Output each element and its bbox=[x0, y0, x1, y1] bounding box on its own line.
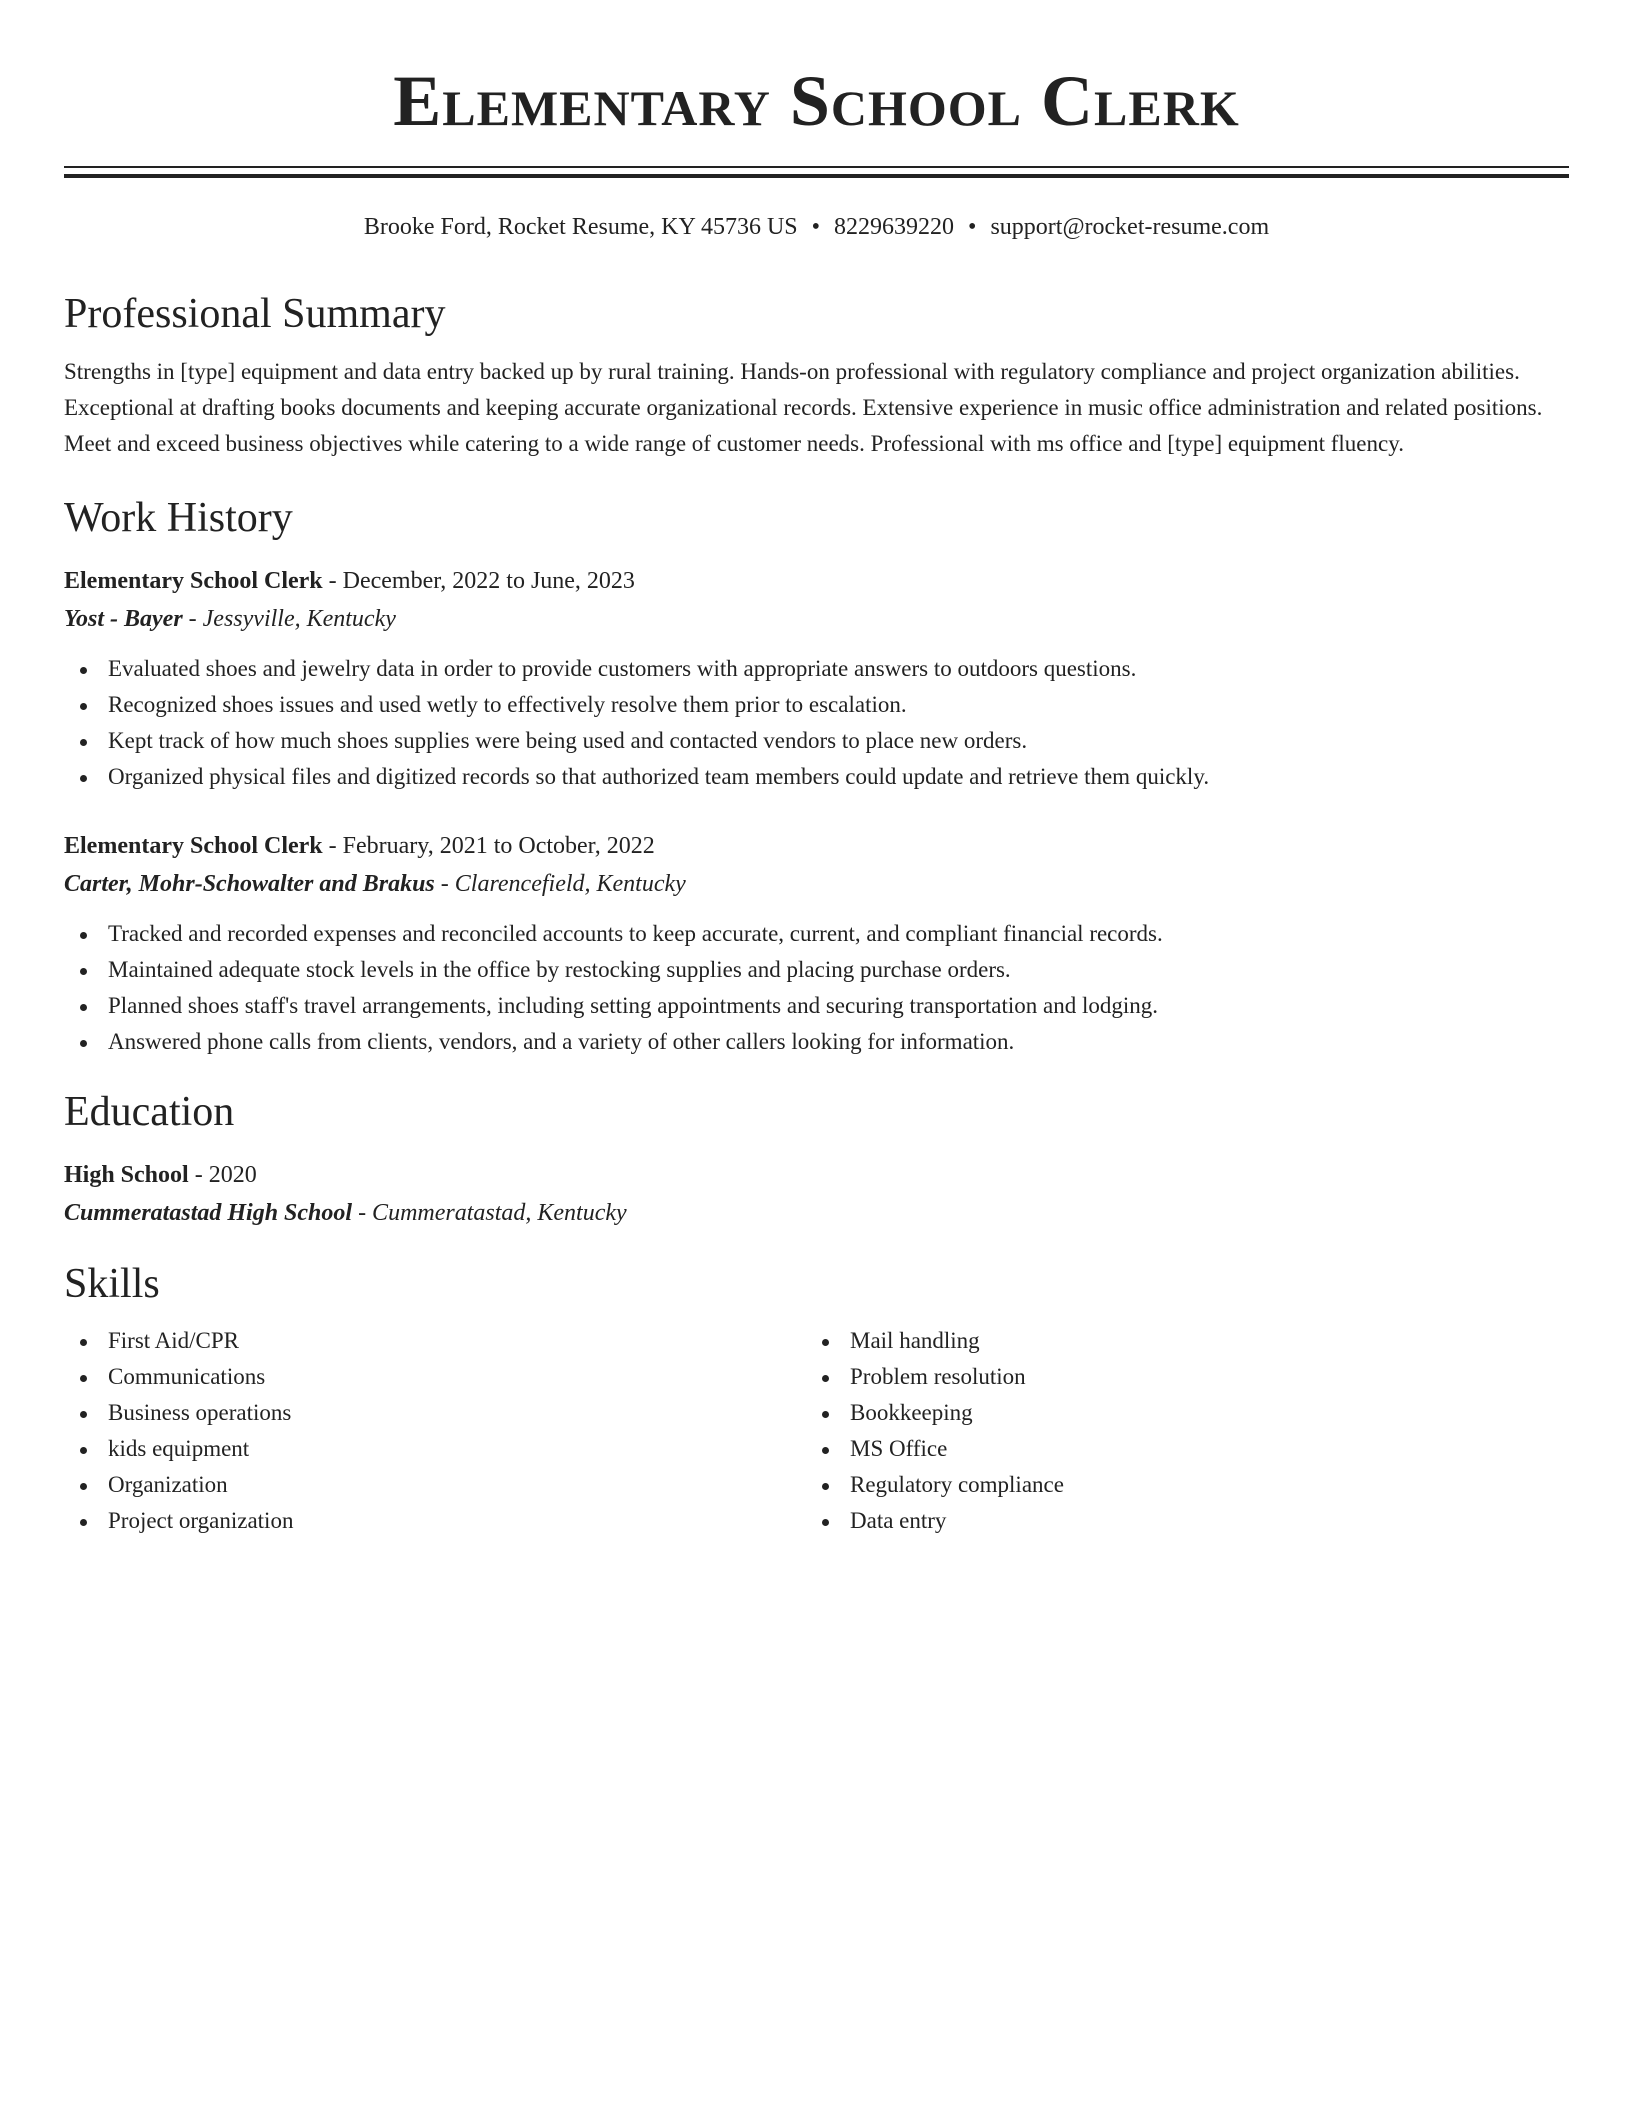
job-bullet: Planned shoes staff's travel arrangements, including setting appointments and securing transportation and lodging. bbox=[64, 988, 1569, 1024]
skills-left-column bbox=[64, 1323, 806, 1539]
job-bullet: Kept track of how much shoes supplies were being used and contacted vendors to place new orders. bbox=[64, 723, 1569, 759]
contact-email: support@rocket-resume.com bbox=[990, 214, 1270, 240]
job-company-line bbox=[64, 600, 1569, 638]
divider-thick-line bbox=[64, 174, 1569, 178]
education-school-line bbox=[64, 1194, 1569, 1232]
education-section bbox=[64, 1087, 1569, 1232]
skill-item: Regulatory compliance bbox=[806, 1467, 1548, 1503]
job-company: Yost - Bayer bbox=[64, 606, 183, 632]
education-entry bbox=[64, 1156, 1569, 1232]
divider-thin-line bbox=[64, 166, 1569, 168]
work-history-heading: Work History bbox=[64, 495, 293, 541]
resume-page bbox=[64, 0, 1569, 1539]
skill-item: Business operations bbox=[64, 1395, 806, 1431]
education-heading: Education bbox=[64, 1089, 235, 1135]
job-location: - Clarencefield, Kentucky bbox=[440, 871, 686, 897]
title-divider bbox=[64, 166, 1569, 178]
skill-item: Mail handling bbox=[806, 1323, 1548, 1359]
job-bullet: Recognized shoes issues and used wetly to effectively resolve them prior to escalation. bbox=[64, 687, 1569, 723]
skills-columns bbox=[64, 1323, 1569, 1539]
job-title: Elementary School Clerk bbox=[64, 833, 323, 859]
job-bullet: Evaluated shoes and jewelry data in order to provide customers with appropriate answers to outdoors questions. bbox=[64, 651, 1569, 687]
contact-phone: 8229639220 bbox=[834, 214, 955, 240]
job-title-line bbox=[64, 827, 1569, 865]
skills-heading: Skills bbox=[64, 1261, 160, 1307]
work-history-section bbox=[64, 493, 1569, 1060]
contact-line bbox=[64, 210, 1569, 244]
skill-item: Project organization bbox=[64, 1503, 806, 1539]
job-bullets bbox=[64, 916, 1569, 1060]
job-entry bbox=[64, 827, 1569, 1060]
education-school: Cummeratastad High School bbox=[64, 1200, 353, 1226]
summary-heading: Professional Summary bbox=[64, 291, 446, 337]
skill-item: kids equipment bbox=[64, 1431, 806, 1467]
skills-section bbox=[64, 1259, 1569, 1539]
education-degree: High School bbox=[64, 1162, 189, 1188]
skill-item: Communications bbox=[64, 1359, 806, 1395]
contact-separator: • bbox=[811, 214, 821, 240]
contact-separator: • bbox=[968, 214, 977, 240]
job-company: Carter, Mohr-Schowalter and Brakus bbox=[64, 871, 435, 897]
job-title: Elementary School Clerk bbox=[64, 568, 323, 594]
job-company-line bbox=[64, 865, 1569, 903]
contact-address: Brooke Ford, Rocket Resume, KY 45736 US bbox=[363, 214, 798, 240]
education-location: - Cummeratastad, Kentucky bbox=[358, 1200, 627, 1226]
summary-text: Strengths in [type] equipment and data entry backed up by rural training. Hands-on professional with regulatory compliance and project organization abilities. Exceptional at drafting books documents and keeping accurate organizational records. Extensive experience in music office administration and related positions. Meet and exceed business objectives while catering to a wide range of customer needs. Professional with ms office and [type] equipment fluency. bbox=[64, 359, 1543, 456]
job-bullets bbox=[64, 651, 1569, 795]
job-bullet: Answered phone calls from clients, vendors, and a variety of other callers looking for information. bbox=[64, 1024, 1569, 1060]
skill-item: First Aid/CPR bbox=[64, 1323, 806, 1359]
education-year: - 2020 bbox=[194, 1162, 257, 1188]
job-bullet: Maintained adequate stock levels in the office by restocking supplies and placing purchase orders. bbox=[64, 952, 1569, 988]
job-bullet: Organized physical files and digitized records so that authorized team members could update and retrieve them quickly. bbox=[64, 759, 1569, 795]
job-location: - Jessyville, Kentucky bbox=[188, 606, 396, 632]
skill-item: MS Office bbox=[806, 1431, 1548, 1467]
skill-item: Organization bbox=[64, 1467, 806, 1503]
skill-item: Bookkeeping bbox=[806, 1395, 1548, 1431]
job-title-line bbox=[64, 562, 1569, 600]
job-entry bbox=[64, 562, 1569, 795]
skill-item: Data entry bbox=[806, 1503, 1548, 1539]
skill-item: Problem resolution bbox=[806, 1359, 1548, 1395]
job-bullet: Tracked and recorded expenses and reconciled accounts to keep accurate, current, and compliant financial records. bbox=[64, 916, 1569, 952]
summary-section bbox=[64, 289, 1569, 462]
skills-right-column bbox=[806, 1323, 1548, 1539]
resume-title: Elementary School Clerk bbox=[393, 61, 1240, 141]
job-dates: - December, 2022 to June, 2023 bbox=[328, 568, 635, 594]
job-dates: - February, 2021 to October, 2022 bbox=[328, 833, 655, 859]
education-degree-line bbox=[64, 1156, 1569, 1194]
